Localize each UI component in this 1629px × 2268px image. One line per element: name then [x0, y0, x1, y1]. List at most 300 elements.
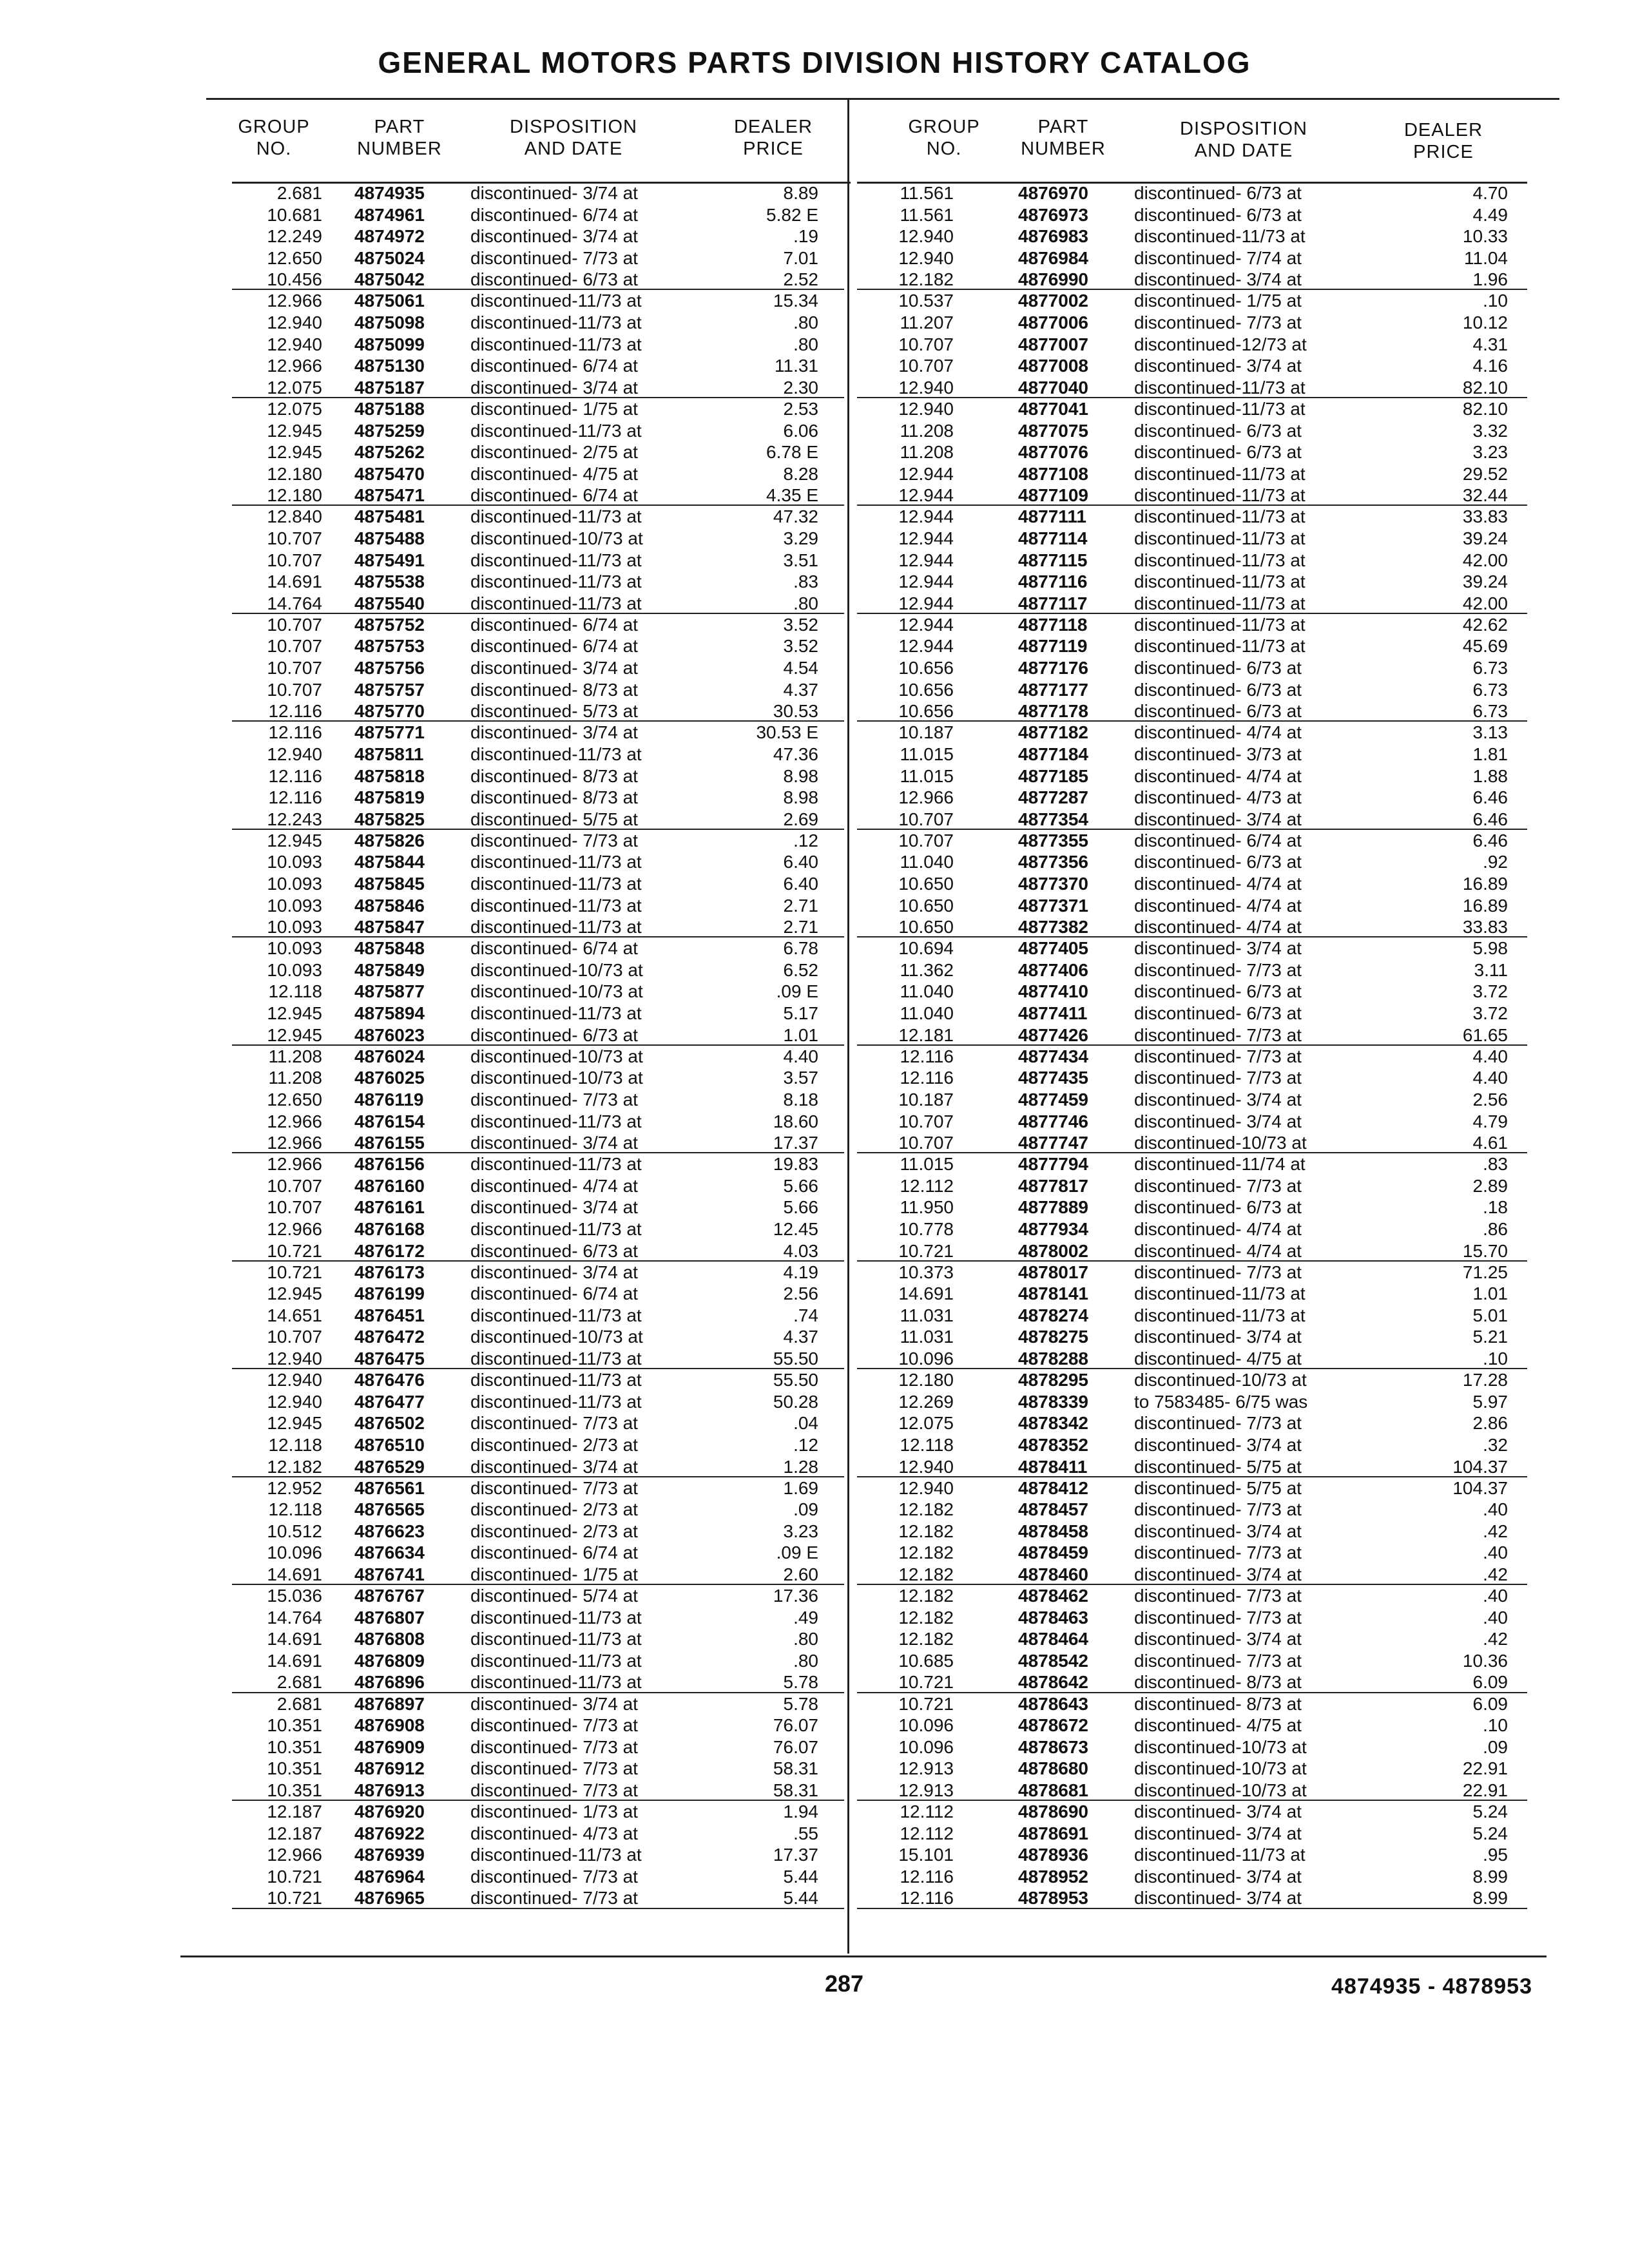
dealer-price: 6.73	[1472, 658, 1508, 678]
part-number: 4878460	[1018, 1564, 1089, 1584]
table-row	[857, 398, 1527, 420]
disposition: discontinued- 4/74 at	[1134, 765, 1302, 786]
part-number: 4875894	[354, 1003, 425, 1024]
dealer-price: 2.89	[1472, 1175, 1508, 1196]
dealer-price: .95	[1483, 1845, 1508, 1865]
part-number: 4877008	[1018, 356, 1089, 376]
part-number: 4878002	[1018, 1240, 1089, 1261]
disposition: to 7583485- 6/75 was	[1134, 1391, 1308, 1412]
disposition: discontinued-11/73 at	[470, 1154, 642, 1175]
disposition: discontinued-10/73 at	[1134, 1736, 1307, 1757]
dealer-price: 4.37	[783, 1327, 818, 1347]
group-no: 10.721	[267, 1240, 322, 1261]
disposition: discontinued-11/73 at	[470, 1111, 642, 1131]
table-row	[232, 1348, 844, 1369]
right-header-price	[1392, 119, 1495, 163]
table-row	[857, 1801, 1527, 1823]
part-number: 4876809	[354, 1650, 425, 1671]
dealer-price: 16.89	[1462, 874, 1508, 894]
part-number: 4878953	[1018, 1888, 1089, 1908]
right-table	[857, 182, 1527, 1909]
part-number: 4876119	[354, 1089, 424, 1110]
table-row	[232, 550, 844, 572]
dealer-price: .80	[793, 1629, 818, 1649]
part-number: 4875811	[354, 744, 424, 764]
part-number: 4876472	[354, 1327, 425, 1347]
disposition: discontinued- 8/73 at	[470, 765, 638, 786]
table-row	[232, 528, 844, 550]
table-row	[232, 1456, 844, 1477]
group-no: 12.249	[267, 226, 322, 247]
dealer-price: 45.69	[1462, 636, 1508, 657]
part-number: 4876909	[354, 1736, 425, 1757]
part-number: 4876897	[354, 1693, 425, 1714]
group-no: 12.182	[898, 269, 954, 290]
header-disposition-line2: AND DATE	[1194, 140, 1293, 161]
part-number: 4876896	[354, 1672, 425, 1693]
disposition: discontinued- 7/73 at	[470, 1477, 638, 1498]
group-no: 12.945	[267, 1003, 322, 1024]
dealer-price: 2.53	[783, 398, 818, 419]
disposition: discontinued- 7/73 at	[1134, 1068, 1302, 1088]
header-price-line1: DEALER	[733, 117, 813, 137]
group-no: 10.650	[898, 917, 954, 937]
dealer-price: .49	[793, 1607, 818, 1628]
table-row	[232, 290, 844, 312]
table-row	[857, 1391, 1527, 1413]
header-part-line2: NUMBER	[357, 139, 442, 159]
table-row	[857, 1175, 1527, 1197]
part-number: 4876565	[354, 1499, 425, 1520]
part-number: 4874972	[354, 226, 425, 247]
disposition: discontinued-11/73 at	[470, 1607, 642, 1628]
part-number: 4878936	[1018, 1845, 1089, 1865]
disposition: discontinued- 7/73 at	[1134, 1542, 1302, 1563]
group-no: 12.945	[267, 420, 322, 441]
dealer-price: 76.07	[773, 1715, 818, 1736]
group-no: 12.075	[898, 1413, 954, 1434]
part-number: 4875099	[354, 334, 425, 354]
dealer-price: 3.52	[783, 636, 818, 657]
part-number: 4876160	[354, 1175, 425, 1196]
disposition: discontinued-10/73 at	[1134, 1758, 1307, 1779]
disposition: discontinued- 3/74 at	[470, 1197, 638, 1218]
group-no: 12.944	[898, 463, 954, 484]
part-number: 4877117	[1018, 593, 1088, 613]
group-no: 10.707	[267, 614, 322, 635]
table-row	[232, 1412, 844, 1434]
part-number: 4878275	[1018, 1327, 1089, 1347]
dealer-price: 3.72	[1472, 1003, 1508, 1024]
table-row	[232, 1671, 844, 1693]
table-row	[857, 1780, 1527, 1801]
dealer-price: 11.04	[1464, 247, 1508, 268]
header-price-line1: DEALER	[1403, 120, 1483, 140]
disposition: discontinued- 7/73 at	[470, 1866, 638, 1887]
dealer-price: 4.79	[1472, 1111, 1508, 1131]
dealer-price: 33.83	[1462, 917, 1508, 937]
group-no: 12.944	[898, 593, 954, 613]
part-number: 4874961	[354, 204, 425, 225]
part-number: 4876025	[354, 1068, 425, 1088]
dealer-price: 17.28	[1462, 1370, 1508, 1390]
disposition: discontinued- 7/73 at	[470, 247, 638, 268]
table-row	[232, 1521, 844, 1542]
table-row	[857, 1823, 1527, 1845]
dealer-price: 3.72	[1472, 981, 1508, 1002]
table-row	[232, 485, 844, 506]
dealer-price: 5.66	[783, 1197, 818, 1218]
group-no: 10.721	[267, 1262, 322, 1282]
group-no: 12.182	[898, 1607, 954, 1628]
disposition: discontinued-11/73 at	[470, 550, 642, 570]
part-number: 4876913	[354, 1780, 425, 1800]
dealer-price: .40	[1483, 1499, 1508, 1520]
table-row	[857, 1283, 1527, 1305]
dealer-price: 33.83	[1462, 506, 1508, 527]
dealer-price: 12.45	[773, 1219, 818, 1239]
disposition: discontinued-10/73 at	[470, 1046, 643, 1066]
dealer-price: .86	[1483, 1219, 1508, 1239]
table-row	[232, 247, 844, 269]
dealer-price: .80	[793, 334, 818, 354]
group-no: 14.691	[267, 1629, 322, 1649]
dealer-price: 5.01	[1472, 1305, 1508, 1325]
group-no: 2.681	[276, 183, 322, 203]
table-row	[232, 1369, 844, 1391]
dealer-price: .92	[1483, 852, 1508, 872]
group-no: 12.945	[267, 830, 322, 850]
dealer-price: .19	[793, 226, 818, 247]
group-no: 12.116	[268, 722, 322, 743]
group-no: 10.373	[898, 1262, 954, 1282]
table-row	[232, 937, 844, 959]
group-no: 12.966	[898, 787, 954, 808]
part-number: 4876984	[1018, 247, 1089, 268]
group-no: 10.096	[898, 1349, 954, 1369]
table-row	[232, 204, 844, 226]
table-row	[857, 830, 1527, 852]
part-number: 4877434	[1018, 1046, 1089, 1066]
disposition: discontinued- 3/74 at	[470, 1456, 638, 1477]
table-row	[857, 679, 1527, 701]
part-number: 4878411	[1018, 1456, 1088, 1477]
table-row	[232, 1283, 844, 1305]
part-number: 4875818	[354, 765, 425, 786]
dealer-price: 5.44	[783, 1866, 818, 1887]
part-number: 4877176	[1018, 658, 1089, 678]
table-row	[857, 1089, 1527, 1111]
disposition: discontinued- 6/74 at	[470, 636, 638, 657]
header-group-line2: NO.	[256, 139, 292, 159]
dealer-price: .12	[793, 830, 818, 850]
group-no: 12.269	[898, 1391, 954, 1412]
dealer-price: .42	[1483, 1629, 1508, 1649]
part-number: 4875024	[354, 247, 425, 268]
header-group-line1: GROUP	[908, 117, 980, 137]
part-number: 4878952	[1018, 1866, 1089, 1887]
part-number: 4878339	[1018, 1391, 1089, 1412]
disposition: discontinued- 7/73 at	[1134, 312, 1302, 333]
dealer-price: .42	[1483, 1564, 1508, 1584]
dealer-price: .10	[1483, 1349, 1508, 1369]
dealer-price: 17.37	[773, 1845, 818, 1865]
group-no: 10.093	[267, 917, 322, 937]
header-disposition-line2: AND DATE	[524, 139, 623, 159]
group-no: 11.362	[900, 959, 954, 980]
part-number: 4878690	[1018, 1802, 1089, 1822]
part-number: 4877287	[1018, 787, 1089, 808]
table-row	[232, 334, 844, 356]
part-number: 4878643	[1018, 1693, 1089, 1714]
table-row	[232, 722, 844, 744]
table-row	[857, 635, 1527, 657]
part-number: 4875061	[354, 291, 425, 311]
dealer-price: 4.40	[1472, 1068, 1508, 1088]
part-number: 4875756	[354, 658, 425, 678]
dealer-price: 17.36	[773, 1586, 818, 1606]
disposition: discontinued-11/73 at	[1134, 226, 1306, 247]
table-row	[857, 700, 1527, 722]
part-number: 4878681	[1018, 1780, 1089, 1800]
disposition: discontinued-10/73 at	[1134, 1370, 1307, 1390]
disposition: discontinued- 6/74 at	[470, 204, 638, 225]
disposition: discontinued- 8/73 at	[1134, 1693, 1302, 1714]
group-no: 12.075	[267, 377, 322, 398]
table-row	[857, 1003, 1527, 1024]
dealer-price: 6.09	[1472, 1672, 1508, 1693]
dealer-price: 22.91	[1462, 1780, 1508, 1800]
part-number: 4876024	[354, 1046, 425, 1066]
dealer-price: 1.28	[783, 1456, 818, 1477]
group-no: 12.952	[267, 1477, 322, 1498]
group-no: 12.116	[900, 1888, 954, 1908]
table-row	[232, 1715, 844, 1736]
disposition: discontinued- 7/73 at	[1134, 1650, 1302, 1671]
group-no: 14.691	[267, 1564, 322, 1584]
group-no: 10.707	[267, 1197, 322, 1218]
dealer-price: 3.13	[1472, 722, 1508, 743]
table-row	[857, 334, 1527, 356]
table-row	[232, 1326, 844, 1348]
table-row	[857, 355, 1527, 377]
dealer-price: 10.12	[1462, 312, 1508, 333]
group-no: 10.093	[267, 895, 322, 916]
part-number: 4876502	[354, 1413, 425, 1434]
table-row	[857, 1628, 1527, 1650]
table-row	[232, 593, 844, 614]
group-no: 12.940	[898, 377, 954, 398]
disposition: discontinued- 7/73 at	[470, 1758, 638, 1779]
table-row	[232, 700, 844, 722]
disposition: discontinued- 3/74 at	[470, 722, 638, 743]
table-row	[857, 1369, 1527, 1391]
part-number: 4878672	[1018, 1715, 1089, 1736]
part-number: 4875846	[354, 895, 425, 916]
dealer-price: 2.86	[1472, 1413, 1508, 1434]
part-number: 4877178	[1018, 701, 1089, 722]
group-no: 10.096	[267, 1542, 322, 1563]
part-number: 4877185	[1018, 765, 1089, 786]
dealer-price: 39.24	[1462, 572, 1508, 592]
dealer-price: 4.40	[783, 1046, 818, 1066]
table-row	[857, 269, 1527, 290]
part-number: 4875488	[354, 528, 425, 548]
dealer-price: 3.52	[783, 614, 818, 635]
group-no: 2.681	[276, 1693, 322, 1714]
dealer-price: 55.50	[773, 1349, 818, 1369]
table-row	[232, 1196, 844, 1218]
part-number: 4877354	[1018, 809, 1089, 829]
dealer-price: 55.50	[773, 1370, 818, 1390]
dealer-price: 4.54	[783, 658, 818, 678]
group-no: 12.940	[267, 312, 322, 333]
part-number: 4877934	[1018, 1219, 1089, 1239]
table-row	[232, 377, 844, 398]
part-number: 4876908	[354, 1715, 425, 1736]
part-number: 4876970	[1018, 183, 1089, 203]
table-row	[857, 937, 1527, 959]
disposition: discontinued-11/73 at	[470, 1219, 642, 1239]
disposition: discontinued- 6/73 at	[1134, 442, 1302, 463]
dealer-price: 8.18	[783, 1089, 818, 1110]
group-no: 10.778	[898, 1219, 954, 1239]
table-row	[232, 1887, 844, 1908]
group-no: 10.707	[898, 356, 954, 376]
group-no: 10.351	[267, 1780, 322, 1800]
table-row	[232, 1153, 844, 1175]
header-price-line2: PRICE	[743, 139, 804, 159]
disposition: discontinued- 6/73 at	[1134, 981, 1302, 1002]
dealer-price: 58.31	[773, 1780, 818, 1800]
group-no: 12.944	[898, 485, 954, 506]
part-number: 4874935	[354, 183, 425, 203]
part-number: 4877076	[1018, 442, 1089, 463]
part-number: 4875481	[354, 506, 425, 527]
dealer-price: .32	[1483, 1434, 1508, 1455]
dealer-price: 18.60	[773, 1111, 818, 1131]
disposition: discontinued- 5/75 at	[470, 809, 638, 829]
group-no: 14.691	[898, 1283, 954, 1304]
table-row	[857, 1046, 1527, 1068]
table-row	[857, 981, 1527, 1003]
page-title: GENERAL MOTORS PARTS DIVISION HISTORY CATALOG	[378, 46, 1251, 79]
table-row	[857, 1348, 1527, 1369]
group-no: 12.112	[900, 1823, 954, 1843]
table-row	[857, 1477, 1527, 1499]
group-no: 10.707	[267, 528, 322, 548]
group-no: 11.208	[900, 442, 954, 463]
group-no: 11.015	[900, 744, 954, 764]
group-no: 11.208	[900, 420, 954, 441]
dealer-price: 6.46	[1472, 809, 1508, 829]
disposition: discontinued-11/73 at	[470, 420, 642, 441]
disposition: discontinued- 3/74 at	[1134, 1629, 1302, 1649]
table-row	[232, 1780, 844, 1801]
group-no: 2.681	[276, 1672, 322, 1693]
part-number: 4877184	[1018, 744, 1089, 764]
dealer-price: 6.78 E	[766, 442, 818, 463]
dealer-price: 1.94	[783, 1802, 818, 1822]
disposition: discontinued- 3/74 at	[1134, 938, 1302, 959]
table-row	[857, 485, 1527, 506]
table-row	[857, 550, 1527, 572]
group-no: 12.944	[898, 572, 954, 592]
group-no: 12.944	[898, 528, 954, 548]
dealer-price: 22.91	[1462, 1758, 1508, 1779]
table-row	[857, 1456, 1527, 1477]
dealer-price: 2.60	[783, 1564, 818, 1584]
group-no: 10.721	[267, 1866, 322, 1887]
table-row	[232, 1628, 844, 1650]
disposition: discontinued- 4/75 at	[1134, 1715, 1302, 1736]
part-number: 4875848	[354, 938, 425, 959]
dealer-price: .80	[793, 593, 818, 613]
part-number: 4875770	[354, 701, 425, 722]
dealer-price: .09	[793, 1499, 818, 1520]
disposition: discontinued-10/73 at	[470, 528, 643, 548]
group-no: 12.182	[898, 1586, 954, 1606]
dealer-price: 2.71	[783, 895, 818, 916]
header-price-line2: PRICE	[1413, 142, 1474, 162]
dealer-price: .83	[793, 572, 818, 592]
dealer-price: 5.24	[1472, 1823, 1508, 1843]
part-number: 4877006	[1018, 312, 1089, 333]
disposition: discontinued-11/73 at	[1134, 398, 1306, 419]
part-number: 4876510	[354, 1434, 425, 1455]
disposition: discontinued- 3/74 at	[1134, 1888, 1302, 1908]
table-row	[857, 463, 1527, 485]
dealer-price: .18	[1483, 1197, 1508, 1218]
table-row	[232, 463, 844, 485]
part-number: 4875753	[354, 636, 425, 657]
part-number: 4877109	[1018, 485, 1089, 506]
dealer-price: 2.30	[783, 377, 818, 398]
group-no: 12.944	[898, 506, 954, 527]
disposition: discontinued-11/74 at	[1134, 1154, 1306, 1175]
disposition: discontinued- 3/74 at	[1134, 1564, 1302, 1584]
table-row	[232, 1391, 844, 1413]
disposition: discontinued- 7/73 at	[470, 1413, 638, 1434]
disposition: discontinued-11/73 at	[1134, 636, 1306, 657]
dealer-price: 5.78	[783, 1672, 818, 1693]
dealer-price: 29.52	[1462, 463, 1508, 484]
group-no: 10.351	[267, 1736, 322, 1757]
dealer-price: 5.97	[1472, 1391, 1508, 1412]
part-number: 4875188	[354, 398, 425, 419]
table-row	[232, 1758, 844, 1780]
table-row	[232, 765, 844, 787]
table-row	[232, 1132, 844, 1153]
disposition: discontinued- 3/74 at	[470, 658, 638, 678]
part-number: 4877747	[1018, 1133, 1089, 1153]
table-row	[232, 571, 844, 593]
table-row	[857, 1866, 1527, 1888]
dealer-price: 10.33	[1462, 226, 1508, 247]
dealer-price: 8.99	[1472, 1888, 1508, 1908]
right-header-disposition	[1166, 118, 1321, 162]
group-no: 10.707	[267, 1175, 322, 1196]
disposition: discontinued- 6/73 at	[470, 1240, 638, 1261]
disposition: discontinued- 7/73 at	[1134, 1024, 1302, 1045]
group-no: 10.685	[898, 1650, 954, 1671]
dealer-price: 8.98	[783, 765, 818, 786]
disposition: discontinued-11/73 at	[470, 312, 642, 333]
dealer-price: 47.32	[773, 506, 818, 527]
group-no: 12.913	[898, 1758, 954, 1779]
part-number: 4877405	[1018, 938, 1089, 959]
disposition: discontinued-11/73 at	[470, 917, 642, 937]
